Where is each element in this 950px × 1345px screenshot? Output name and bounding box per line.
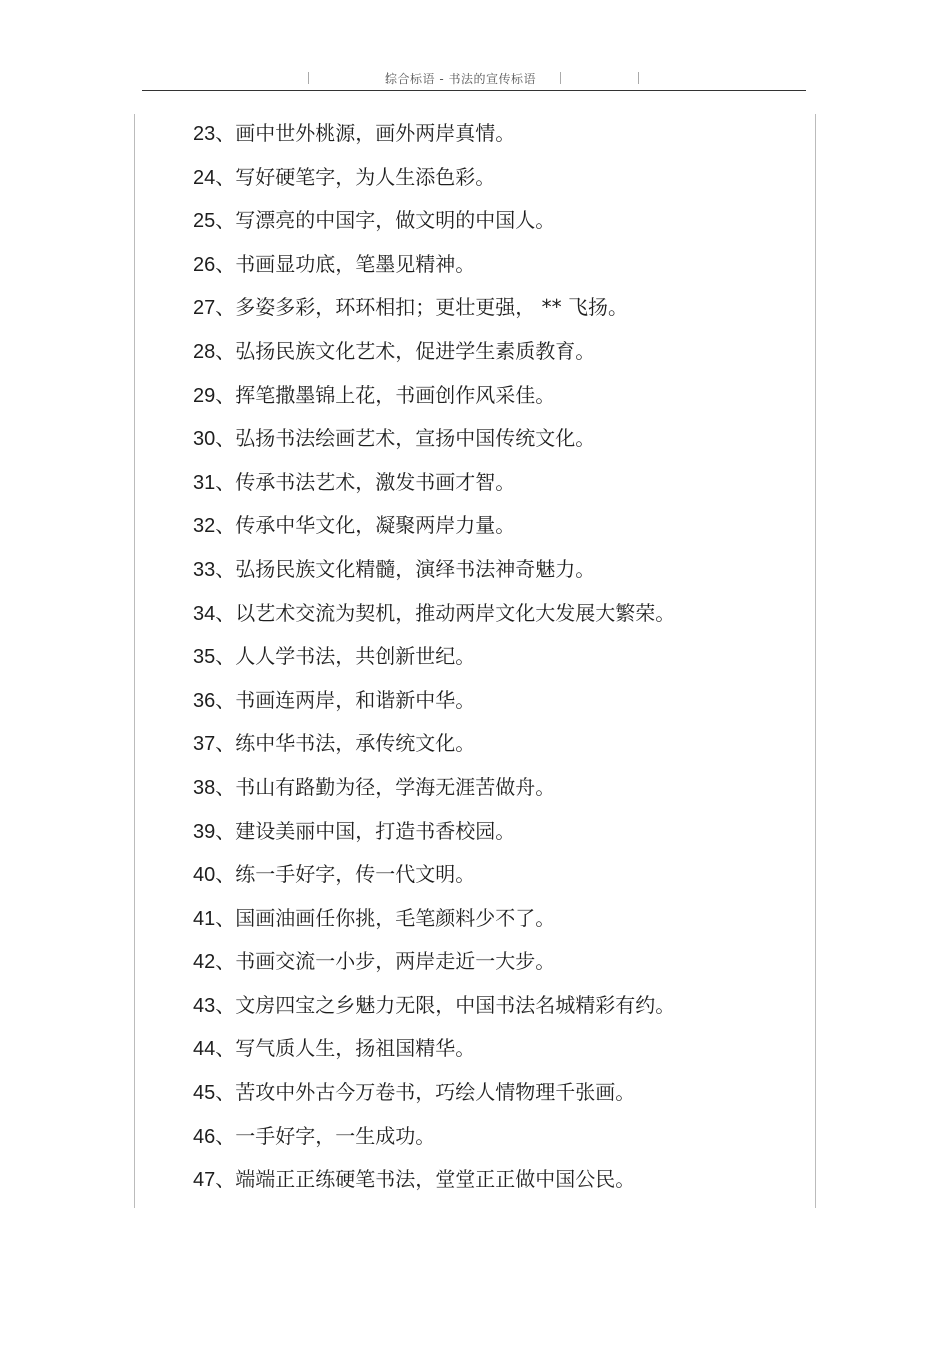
page-header <box>0 66 950 90</box>
list-item <box>193 1029 675 1073</box>
item-text: 、传承中华文化，凝聚两岸力量。 <box>215 513 516 538</box>
item-number: 35 <box>193 646 216 669</box>
list-item <box>193 463 675 507</box>
list-item <box>193 506 675 550</box>
item-text: 、人人学书法，共创新世纪。 <box>215 644 476 669</box>
item-text: 、一手好字，一生成功。 <box>215 1123 436 1148</box>
item-number: 36 <box>193 689 216 712</box>
list-item <box>193 376 675 420</box>
list-item <box>193 158 675 202</box>
list-item <box>193 681 675 725</box>
item-text: 、练一手好字，传一代文明。 <box>215 862 476 887</box>
right-margin-line <box>815 114 816 1208</box>
item-number: 25 <box>193 210 216 233</box>
item-number: 28 <box>193 340 216 363</box>
item-text: 、写气质人生，扬祖国精华。 <box>215 1036 476 1061</box>
item-text: 、挥笔撒墨锦上花，书画创作风采佳。 <box>215 382 556 407</box>
list-item <box>193 594 675 638</box>
item-number: 30 <box>193 428 216 451</box>
list-item <box>193 550 675 594</box>
list-item <box>193 942 675 986</box>
item-text: 、练中华书法，承传统文化。 <box>215 731 476 756</box>
item-number: 37 <box>193 733 216 756</box>
list-item <box>193 114 675 158</box>
list-item <box>193 332 675 376</box>
item-number: 46 <box>193 1125 216 1148</box>
list-item <box>193 855 675 899</box>
item-text: 、书山有路勤为径，学海无涯苦做舟。 <box>215 774 556 799</box>
item-number: 34 <box>193 602 216 625</box>
item-number: 40 <box>193 864 216 887</box>
item-number: 29 <box>193 384 216 407</box>
item-number: 38 <box>193 776 216 799</box>
item-number: 41 <box>193 907 216 930</box>
item-number: 39 <box>193 820 216 843</box>
list-item <box>193 201 675 245</box>
item-number: 23 <box>193 123 216 145</box>
item-number: 32 <box>193 515 216 538</box>
item-text: 、写漂亮的中国字，做文明的中国人。 <box>215 208 556 233</box>
item-text: 、传承书法艺术，激发书画才智。 <box>215 469 516 494</box>
list-item <box>193 1160 675 1204</box>
header-tick-mark <box>560 72 561 84</box>
item-text: 、多姿多彩，环环相扣；更壮更强， ** 飞扬。 <box>215 295 628 320</box>
item-number: 47 <box>193 1169 216 1192</box>
item-text: 、书画显功底，笔墨见精神。 <box>215 251 476 276</box>
item-number: 45 <box>193 1082 216 1105</box>
header-tick-mark <box>308 72 309 84</box>
list-item <box>193 245 675 289</box>
item-text: 、国画油画任你挑，毛笔颜料少不了。 <box>215 905 556 930</box>
list-item <box>193 419 675 463</box>
list-item <box>193 986 675 1030</box>
item-number: 26 <box>193 253 216 276</box>
slogan-list <box>193 114 675 1204</box>
list-item <box>193 899 675 943</box>
item-number: 33 <box>193 558 216 581</box>
header-rule <box>142 90 806 91</box>
left-margin-line <box>134 114 135 1208</box>
item-text: 、弘扬书法绘画艺术，宣扬中国传统文化。 <box>215 426 596 451</box>
list-item <box>193 288 675 332</box>
list-item <box>193 1073 675 1117</box>
item-text: 、端端正正练硬笔书法，堂堂正正做中国公民。 <box>215 1167 636 1192</box>
item-number: 43 <box>193 994 216 1017</box>
list-item <box>193 724 675 768</box>
header-tick-mark <box>638 72 639 84</box>
item-text: 、弘扬民族文化精髓，演绎书法神奇魅力。 <box>215 556 596 581</box>
item-text: 、画中世外桃源，画外两岸真情。 <box>215 121 516 145</box>
item-text: 、弘扬民族文化艺术，促进学生素质教育。 <box>215 338 596 363</box>
list-item <box>193 812 675 856</box>
list-item <box>193 768 675 812</box>
item-text: 、书画交流一小步，两岸走近一大步。 <box>215 949 556 974</box>
item-number: 27 <box>193 297 216 320</box>
item-number: 42 <box>193 951 216 974</box>
item-text: 、建设美丽中国，打造书香校园。 <box>215 818 516 843</box>
item-number: 44 <box>193 1038 216 1061</box>
item-text: 、以艺术交流为契机，推动两岸文化大发展大繁荣。 <box>215 600 676 625</box>
item-number: 31 <box>193 471 216 494</box>
item-text: 、文房四宝之乡魅力无限，中国书法名城精彩有约。 <box>215 992 676 1017</box>
item-number: 24 <box>193 166 216 189</box>
item-text: 、苦攻中外古今万卷书，巧绘人情物理千张画。 <box>215 1080 636 1105</box>
header-title: 综合标语 - 书法的宣传标语 <box>385 72 536 86</box>
list-item <box>193 1117 675 1161</box>
item-text: 、写好硬笔字，为人生添色彩。 <box>215 164 496 189</box>
item-text: 、书画连两岸，和谐新中华。 <box>215 687 476 712</box>
list-item <box>193 637 675 681</box>
